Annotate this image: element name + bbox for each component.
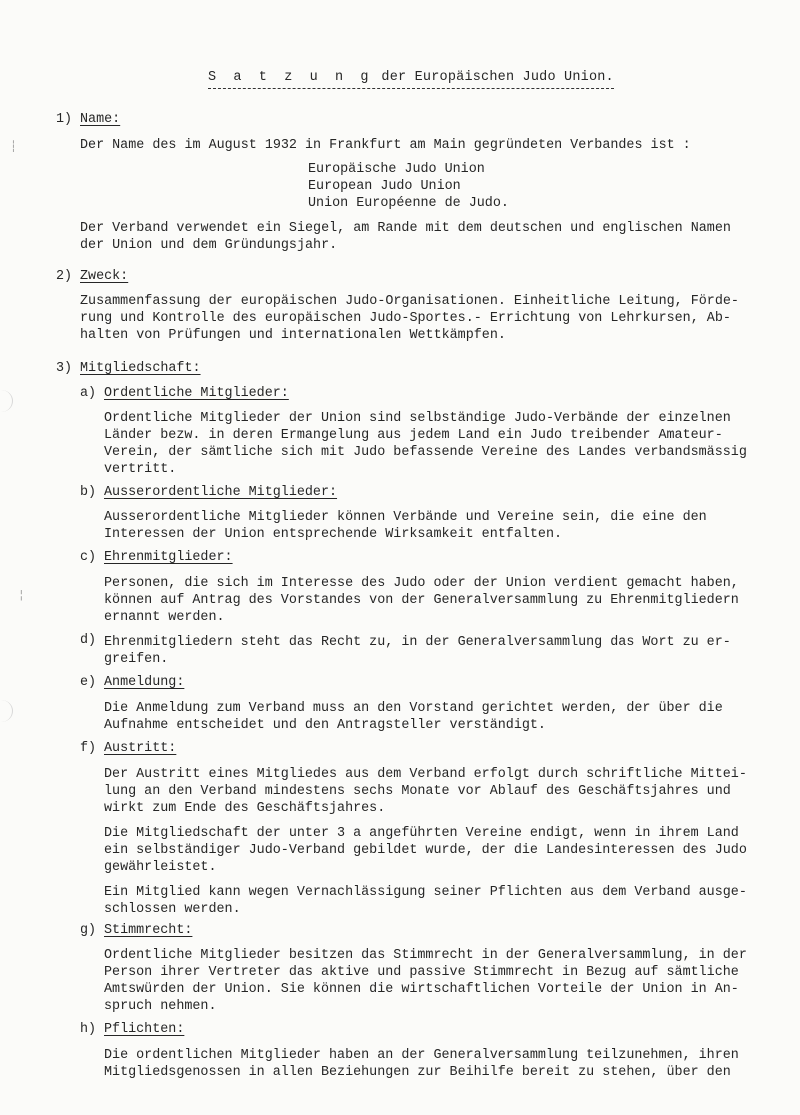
- document-title: [208, 70, 614, 85]
- subsection-letter: a): [80, 386, 97, 401]
- paragraph-line: rung und Kontrolle des europäischen Judo-Sportes.- Errichtung von Lehrkursen, Ab-: [80, 311, 731, 326]
- paragraph-line: Der Austritt eines Mitgliedes aus dem Verband erfolgt durch schriftliche Mittei-: [104, 767, 747, 782]
- subsection-heading: Ausserordentliche Mitglieder:: [104, 485, 338, 500]
- section-heading-mitgliedschaft: Mitgliedschaft:: [80, 361, 201, 376]
- subsection-letter: f): [80, 741, 97, 756]
- margin-mark-icon: ¦: [18, 590, 25, 602]
- section-number: 3): [56, 361, 73, 376]
- paragraph-line: Der Verband verwendet ein Siegel, am Rande mit dem deutschen und englischen Namen: [80, 221, 731, 236]
- subsection-letter: h): [80, 1022, 97, 1037]
- paragraph-line: Ehrenmitgliedern steht das Recht zu, in der Generalversammlung das Wort zu er-: [104, 635, 731, 650]
- name-line: Union Européenne de Judo.: [308, 196, 509, 211]
- paragraph-line: können auf Antrag des Vorstandes von der Generalversammlung zu Ehrenmitgliedern: [104, 593, 739, 608]
- paragraph-line: Personen, die sich im Interesse des Judo oder der Union verdient gemacht haben,: [104, 576, 739, 591]
- paragraph-line: halten von Prüfungen und internationalen Wettkämpfen.: [80, 328, 506, 343]
- paragraph-line: lung an den Verband mindestens sechs Monate vor Ablauf des Geschäftsjahres und: [104, 784, 731, 799]
- subsection-heading: Anmeldung:: [104, 675, 185, 690]
- paragraph-line: Mitgliedsgenossen in allen Beziehungen zur Beihilfe bereit zu stehen, über den: [104, 1065, 731, 1080]
- paragraph-line: Aufnahme entscheidet und den Antragsteller verständigt.: [104, 718, 546, 733]
- paragraph-line: Ausserordentliche Mitglieder können Verbände und Vereine sein, die eine den: [104, 510, 707, 525]
- paragraph-line: Ordentliche Mitglieder der Union sind selbständige Judo-Verbände der einzelnen: [104, 411, 731, 426]
- subsection-letter: d): [80, 633, 97, 648]
- paragraph-line: wirkt zum Ende des Geschäftsjahres.: [104, 801, 386, 816]
- subsection-letter: e): [80, 675, 97, 690]
- subsection-letter: b): [80, 485, 97, 500]
- margin-mark-icon: ┆: [10, 142, 17, 154]
- paragraph-line: Interessen der Union entsprechende Wirksamkeit entfalten.: [104, 527, 563, 542]
- paragraph-line: schlossen werden.: [104, 902, 241, 917]
- paragraph-line: Die ordentlichen Mitglieder haben an der Generalversammlung teilzunehmen, ihren: [104, 1048, 739, 1063]
- paragraph-line: Verein, der sämtliche sich mit Judo befassende Vereine des Landes verbandsmässig: [104, 445, 747, 460]
- paragraph-line: Zusammenfassung der europäischen Judo-Organisationen. Einheitliche Leitung, Förde-: [80, 294, 739, 309]
- paragraph-line: ernannt werden.: [104, 610, 225, 625]
- section-number: 2): [56, 269, 73, 284]
- subsection-heading: Ordentliche Mitglieder:: [104, 386, 289, 401]
- title-underline: [208, 88, 614, 89]
- title-spaced: S a t z u n g: [208, 70, 374, 85]
- subsection-letter: c): [80, 550, 97, 565]
- paragraph-line: ein selbständiger Judo-Verband gebildet wurde, der die Landesinteressen des Judo: [104, 843, 747, 858]
- section-heading-zweck: Zweck:: [80, 269, 129, 284]
- title-rest: der Europäischen Judo Union.: [373, 70, 614, 85]
- name-line: European Judo Union: [308, 179, 461, 194]
- subsection-heading: Ehrenmitglieder:: [104, 550, 233, 565]
- subsection-heading: Stimmrecht:: [104, 923, 193, 938]
- paragraph-line: greifen.: [104, 652, 169, 667]
- paragraph-line: Ordentliche Mitglieder besitzen das Stimmrecht in der Generalversammlung, in der: [104, 948, 747, 963]
- paragraph-line: Ein Mitglied kann wegen Vernachlässigung seiner Pflichten aus dem Verband ausge-: [104, 885, 747, 900]
- paragraph-line: Länder bezw. in deren Ermangelung aus jedem Land ein Judo treibender Amateur-: [104, 428, 723, 443]
- paragraph-line: gewährleistet.: [104, 860, 217, 875]
- section-number: 1): [56, 112, 73, 127]
- paragraph: Der Name des im August 1932 in Frankfurt am Main gegründeten Verbandes ist :: [80, 138, 691, 153]
- paragraph-line: Die Mitgliedschaft der unter 3 a angeführten Vereine endigt, wenn in ihrem Land: [104, 826, 739, 841]
- paragraph-line: Amtswürden der Union. Sie können die wirtschaftlichen Vorteile der Union in An-: [104, 982, 739, 997]
- subsection-letter: g): [80, 923, 97, 938]
- paragraph-line: Person ihrer Vertreter das aktive und passive Stimmrecht in Bezug auf sämtliche: [104, 965, 739, 980]
- punch-hole-mark: [0, 390, 13, 412]
- section-heading-name: Name:: [80, 112, 121, 127]
- name-line: Europäische Judo Union: [308, 162, 485, 177]
- paragraph-line: der Union und dem Gründungsjahr.: [80, 238, 338, 253]
- punch-hole-mark: [0, 700, 13, 722]
- paragraph-line: Die Anmeldung zum Verband muss an den Vorstand gerichtet werden, der über die: [104, 701, 723, 716]
- paragraph-line: vertritt.: [104, 462, 177, 477]
- paragraph-line: spruch nehmen.: [104, 999, 217, 1014]
- subsection-heading: Austritt:: [104, 741, 177, 756]
- subsection-heading: Pflichten:: [104, 1022, 185, 1037]
